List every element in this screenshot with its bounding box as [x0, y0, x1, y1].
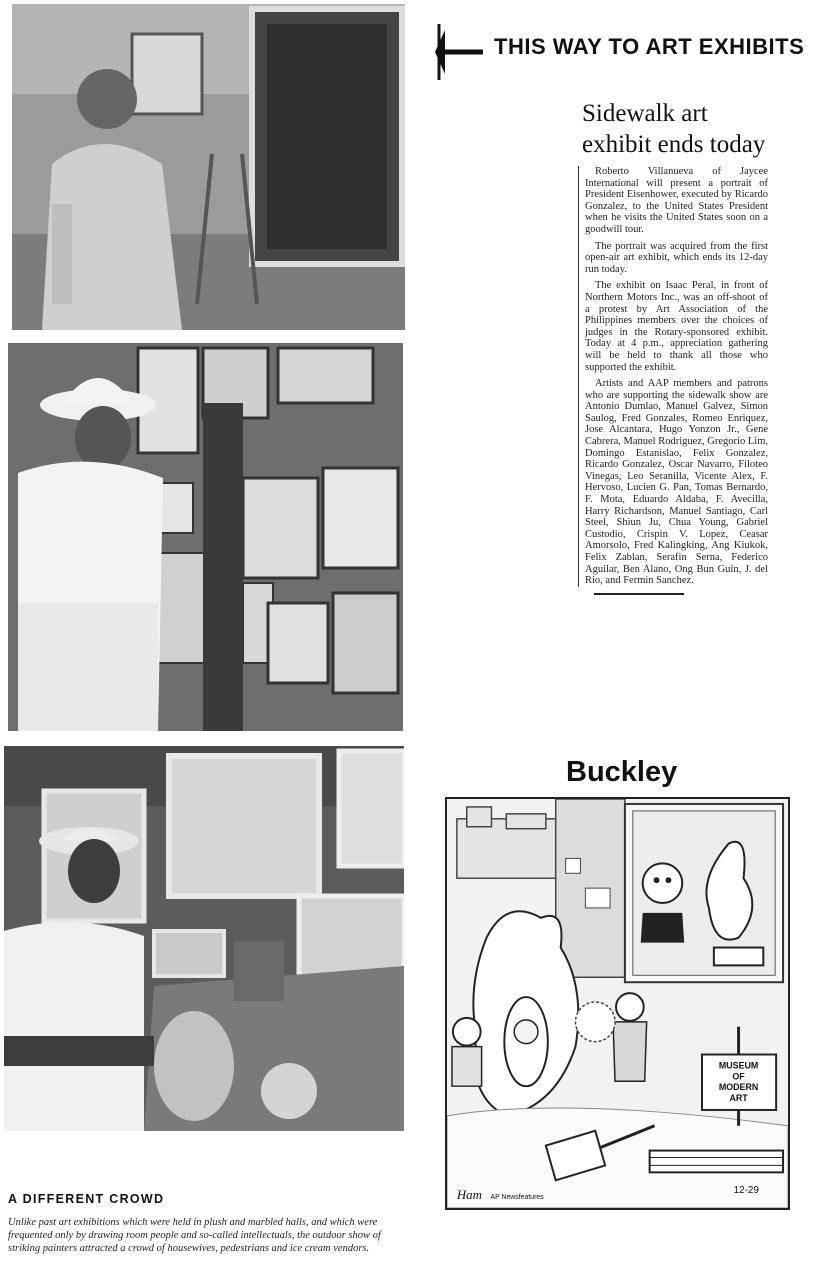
article-body [578, 166, 768, 587]
photo-vendor-with-cart [4, 746, 404, 1131]
cartoon-title: Buckley [566, 756, 678, 788]
article-paragraph: The exhibit on Isaac Peral, in front of Northern Motors Inc., was an off-shoot of a protest by Art Association of the Philippines members over the choices of judges in the Rotary-sponsored exhibit. Today at 4 p.m., appreciation gathering will be held to thank all those who supported the exhibit. [585, 280, 768, 373]
museum-sign-line: MUSEUM [718, 1060, 759, 1071]
museum-sign-line: ART [729, 1093, 748, 1104]
left-arrow-icon [433, 24, 483, 80]
museum-sign-line: OF [732, 1071, 745, 1082]
cartoon-signature: Ham [456, 1188, 482, 1203]
museum-sign-line: MODERN [718, 1082, 759, 1093]
cartoon-date: 12-29 [733, 1185, 759, 1197]
headline-line-2: exhibit ends today [582, 131, 766, 158]
article-paragraph: Artists and AAP members and patrons who are supporting the sidewalk show are Antonio Dumlao, Manuel Galvez, Simon Saulog, Fred Gonzales, Romeo Enriquez, Jose Alcantara, Hugo Yonzon Jr., Gene Cabrera, Manuel Rodriguez, Gregorio Lim, Domingo Estanislao, Felix Gonzalez, Ricardo Gonzalez, Oscar Navarro, Filoteo Vinegas, Leo Seranilla, Vicente Alex, F. Hervoso, Lucien G. Pan, Tomas Bernardo, F. Mota, Eduardo Aldaba, F. Avecilla, Harry Richardson, Manuel Santiago, Carl Steel, Shiun Ju, Chua Young, Gabriel Custodio, Crispin V. Lopez, Ceasar Amorsolo, Fred Kalingking, Ang Kiukok, Felix Zablan, Serafin Serna, Federico Aguilar, Ben Alano, Ong Bun Guin, J. del Rio, and Fermin Sanchez. [585, 378, 768, 587]
exhibit-direction-heading: THIS WAY TO ART EXHIBITS [494, 34, 805, 59]
photo-woman-viewing-painting [12, 4, 405, 330]
cartoon-credit: AP Newsfeatures [490, 1194, 544, 1202]
article-end-rule [594, 593, 684, 595]
article-headline [582, 98, 768, 160]
article-paragraph: The portrait was acquired from the first open-air art exhibit, which ends its 12-day run today. [585, 240, 768, 275]
caption-heading: A DIFFERENT CROWD [8, 1192, 165, 1206]
caption-text: Unlike past art exhibitions which were held in plush and marbled halls, and which were frequented only by drawing room people and so-called intellectuals, the outdoor show of striking painters attracted a crowd of housewives, pedestrians and ice cream vendors. [8, 1217, 381, 1254]
buckley-cartoon [445, 797, 790, 1210]
photo-man-in-hat-viewing-paintings [8, 343, 403, 731]
sidewalk-art-article [578, 98, 768, 595]
article-paragraph: Roberto Villanueva of Jaycee International will present a portrait of President Eisenhower, executed by Ricardo Gonzalez, to the United States President when he visits the United States soon on a goodwill tour. [585, 166, 768, 235]
headline-line-1: Sidewalk art [582, 100, 708, 127]
